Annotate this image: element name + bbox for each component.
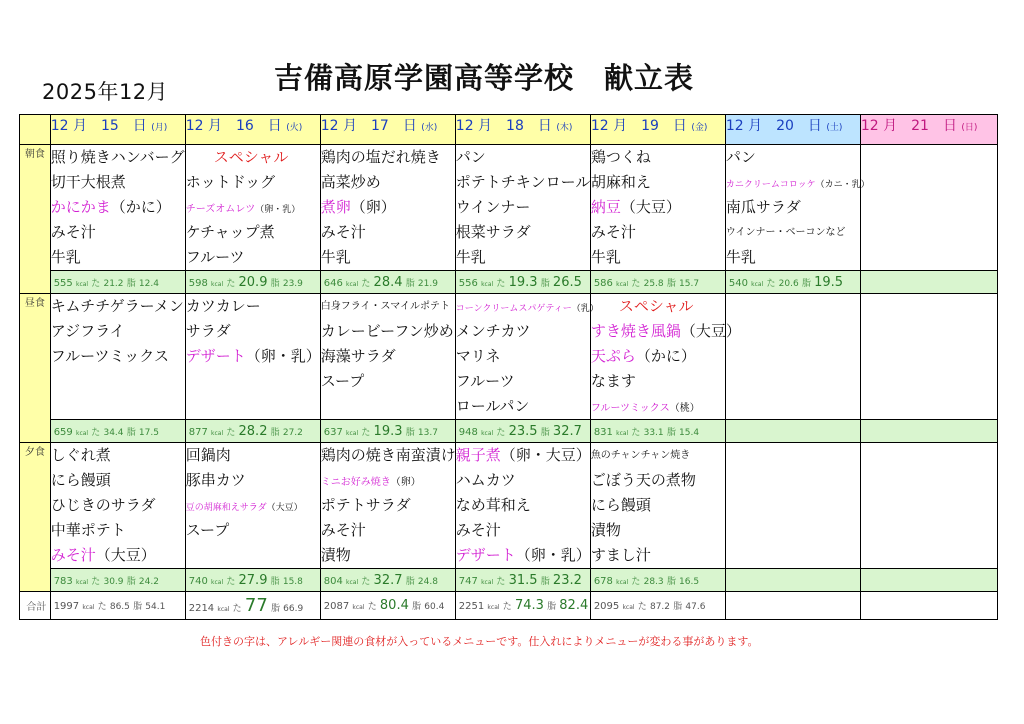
dish: ケチャップ煮 xyxy=(185,223,275,241)
dish: 根菜サラダ xyxy=(455,223,531,241)
dish: ウインナー・ベーコンなど xyxy=(725,227,846,238)
menu-cell xyxy=(185,443,320,569)
lunch-nutrition-row xyxy=(20,420,998,443)
dish: なめ茸和え xyxy=(455,496,531,514)
dish: 牛乳 xyxy=(320,248,351,266)
dish: 鶏肉の焼き南蛮漬け xyxy=(320,446,456,464)
date-header-row xyxy=(20,115,998,145)
dish-allergen: チーズオムレツ（卵・乳） xyxy=(185,204,301,215)
nutrition-cell: 659 kcal た 34.4 脂 17.5 xyxy=(50,420,185,443)
total-row xyxy=(20,592,998,620)
menu-cell-empty xyxy=(860,145,997,271)
nutrition-cell: 831 kcal た 33.1 脂 15.4 xyxy=(590,420,725,443)
meal-label-total: 合計 xyxy=(20,592,51,620)
lunch-row xyxy=(20,294,998,420)
dish: パン xyxy=(455,148,486,166)
dish: しぐれ煮 xyxy=(50,446,111,464)
dish: ポテトサラダ xyxy=(320,496,411,514)
dish: 牛乳 xyxy=(590,248,621,266)
dish-allergen: 天ぷら（かに） xyxy=(590,347,696,365)
date-header: 12 月 19 日 (金) xyxy=(590,115,725,145)
dish-allergen: デザート（卵・乳） xyxy=(185,347,321,365)
menu-cell-empty xyxy=(860,443,997,569)
menu-cell xyxy=(455,443,590,569)
nutrition-cell: 637 kcal た 19.3 脂 13.7 xyxy=(320,420,455,443)
menu-cell xyxy=(455,294,599,420)
dish: みそ汁 xyxy=(455,521,501,539)
dish: 海藻サラダ xyxy=(320,347,396,365)
dish: ロールパン xyxy=(455,397,530,415)
dish: 鶏肉の塩だれ焼き xyxy=(320,148,441,166)
total-cell: 1997 kcal た 86.5 脂 54.1 xyxy=(50,592,185,620)
date-header: 12 月 15 日 (月) xyxy=(50,115,185,145)
menu-cell xyxy=(455,145,590,271)
dish: 牛乳 xyxy=(50,248,81,266)
dish: アジフライ xyxy=(50,322,125,340)
menu-cell-empty xyxy=(725,443,860,569)
date-header-sunday: 12 月 21 日 (日) xyxy=(860,115,997,145)
dish: 高菜炒め xyxy=(320,173,381,191)
dish: みそ汁 xyxy=(50,223,96,241)
menu-table xyxy=(19,114,998,620)
dish: スープ xyxy=(185,521,230,539)
dish: みそ汁 xyxy=(320,521,366,539)
dinner-row xyxy=(20,443,998,569)
nutrition-cell: 540 kcal た 20.6 脂 19.5 xyxy=(725,271,860,294)
dish: メンチカツ xyxy=(455,322,531,340)
nutrition-cell-empty xyxy=(725,569,860,592)
dish: 牛乳 xyxy=(455,248,486,266)
dish-allergen: カニクリームコロッケ（カニ・乳） xyxy=(725,180,870,190)
nutrition-cell: 555 kcal た 21.2 脂 12.4 xyxy=(50,271,185,294)
dish-allergen: 豆の胡麻和えサラダ（大豆） xyxy=(185,503,303,513)
dish-allergen: デザート（卵・乳） xyxy=(455,546,591,564)
dish: ひじきのサラダ xyxy=(50,496,156,514)
dish: みそ汁 xyxy=(320,223,366,241)
dish: 鶏つくね xyxy=(590,148,651,166)
dish: にら饅頭 xyxy=(50,471,111,489)
dish: ハムカツ xyxy=(455,471,516,489)
dish: マリネ xyxy=(455,347,501,365)
menu-cell xyxy=(590,294,741,420)
nutrition-cell: 948 kcal た 23.5 脂 32.7 xyxy=(455,420,590,443)
nutrition-cell: 556 kcal た 19.3 脂 26.5 xyxy=(455,271,590,294)
menu-cell xyxy=(590,145,725,271)
meal-label-dinner: 夕食 xyxy=(20,443,51,592)
dish-empty xyxy=(51,394,185,419)
menu-cell xyxy=(320,294,455,420)
dish: 切干大根煮 xyxy=(50,173,126,191)
dish-allergen: ミニお好み焼き（卵） xyxy=(320,477,421,488)
dish: 白身フライ・スマイルポテト xyxy=(320,301,451,312)
total-cell: 2095 kcal た 87.2 脂 47.6 xyxy=(590,592,725,620)
meal-label-lunch: 昼食 xyxy=(20,294,51,443)
menu-cell-empty xyxy=(725,294,860,420)
dish-allergen: 煮卵（卵） xyxy=(320,198,396,216)
dish: ホットドッグ xyxy=(185,173,276,191)
dish: 中華ポテト xyxy=(50,521,126,539)
dish-empty xyxy=(51,369,185,394)
dish: パン xyxy=(725,148,756,166)
dish-allergen: みそ汁（大豆） xyxy=(50,546,156,564)
date-header: 12 月 16 日 (火) xyxy=(185,115,320,145)
dish-allergen: 納豆（大豆） xyxy=(590,198,681,216)
total-cell: 2214 kcal た 77 脂 66.9 xyxy=(185,592,320,620)
dish: 漬物 xyxy=(320,546,351,564)
dish: フルーツ xyxy=(455,372,515,390)
special-label: スペシャル xyxy=(618,297,694,315)
meal-label-breakfast: 朝食 xyxy=(20,145,51,294)
nutrition-cell: 740 kcal た 27.9 脂 15.8 xyxy=(185,569,320,592)
nutrition-cell-empty xyxy=(860,271,997,294)
nutrition-cell: 678 kcal た 28.3 脂 16.5 xyxy=(590,569,725,592)
dish: すまし汁 xyxy=(590,546,651,564)
dish: カレービーフン炒め xyxy=(320,322,454,340)
menu-cell xyxy=(725,145,870,271)
menu-cell-empty xyxy=(860,294,997,420)
dish: ごぼう天の煮物 xyxy=(590,471,696,489)
dish: サラダ xyxy=(185,322,231,340)
total-cell-empty xyxy=(860,592,997,620)
dish-empty xyxy=(186,543,320,568)
nutrition-cell: 804 kcal た 32.7 脂 24.8 xyxy=(320,569,455,592)
dish: なます xyxy=(590,372,636,390)
dish: みそ汁 xyxy=(590,223,636,241)
nutrition-cell-empty xyxy=(860,420,997,443)
nutrition-cell: 783 kcal た 30.9 脂 24.2 xyxy=(50,569,185,592)
breakfast-row xyxy=(20,145,998,271)
dish: スープ xyxy=(320,372,365,390)
dinner-nutrition-row xyxy=(20,569,998,592)
dish: にら饅頭 xyxy=(590,496,651,514)
dish: 豚串カツ xyxy=(185,471,246,489)
dish-allergen: かにかま（かに） xyxy=(50,198,171,216)
menu-cell xyxy=(320,443,455,569)
dish-empty xyxy=(186,394,320,419)
dish-allergen: すき焼き風鍋（大豆） xyxy=(590,322,741,340)
dish-allergen: フルーツミックス（桃） xyxy=(590,403,700,414)
dish: 牛乳 xyxy=(725,248,756,266)
nutrition-cell: 646 kcal た 28.4 脂 21.9 xyxy=(320,271,455,294)
dish: ウインナー xyxy=(455,198,531,216)
dish-empty xyxy=(321,394,455,419)
nutrition-cell: 877 kcal た 28.2 脂 27.2 xyxy=(185,420,320,443)
nutrition-cell: 747 kcal た 31.5 脂 23.2 xyxy=(455,569,590,592)
dish: フルーツ xyxy=(185,248,245,266)
dish: キムチチゲラーメン xyxy=(50,297,184,315)
page-title: 吉備高原学園高等学校 献立表 xyxy=(274,61,695,95)
nutrition-cell-empty xyxy=(860,569,997,592)
menu-cell xyxy=(320,145,455,271)
dish: 照り焼きハンバーグ xyxy=(50,148,185,166)
year-month: 2025年12月 xyxy=(42,80,169,104)
menu-cell xyxy=(185,294,320,420)
total-cell-empty xyxy=(725,592,860,620)
menu-cell xyxy=(50,145,185,271)
menu-cell xyxy=(185,145,320,271)
date-header-saturday: 12 月 20 日 (土) xyxy=(725,115,860,145)
dish: フルーツミックス xyxy=(50,347,170,365)
dish: 漬物 xyxy=(590,521,621,539)
dish: 胡麻和え xyxy=(590,173,651,191)
footnote: 色付きの字は、アレルギー関連の食材が入っているメニューです。仕入れによりメニューが変わる事があります。 xyxy=(200,635,759,648)
dish: カツカレー xyxy=(185,297,261,315)
total-cell: 2087 kcal た 80.4 脂 60.4 xyxy=(320,592,455,620)
date-header: 12 月 17 日 (水) xyxy=(320,115,455,145)
dish: 魚のチャンチャン焼き xyxy=(590,450,691,461)
total-cell: 2251 kcal た 74.3 脂 82.4 xyxy=(455,592,590,620)
dish-empty xyxy=(186,369,320,394)
menu-cell xyxy=(50,294,185,420)
corner-cell xyxy=(20,115,51,145)
dish-allergen: 親子煮（卵・大豆） xyxy=(455,446,591,464)
breakfast-nutrition-row xyxy=(20,271,998,294)
menu-cell xyxy=(590,443,725,569)
date-header: 12 月 18 日 (木) xyxy=(455,115,590,145)
nutrition-cell: 586 kcal た 25.8 脂 15.7 xyxy=(590,271,725,294)
nutrition-cell-empty xyxy=(725,420,860,443)
special-label: スペシャル xyxy=(213,148,289,166)
menu-cell xyxy=(50,443,185,569)
dish-allergen: コーンクリームスパゲティー（乳） xyxy=(455,304,599,314)
dish: ポテトチキンロール xyxy=(455,173,591,191)
dish: 回鍋肉 xyxy=(185,446,231,464)
nutrition-cell: 598 kcal た 20.9 脂 23.9 xyxy=(185,271,320,294)
dish: 南瓜サラダ xyxy=(725,198,801,216)
